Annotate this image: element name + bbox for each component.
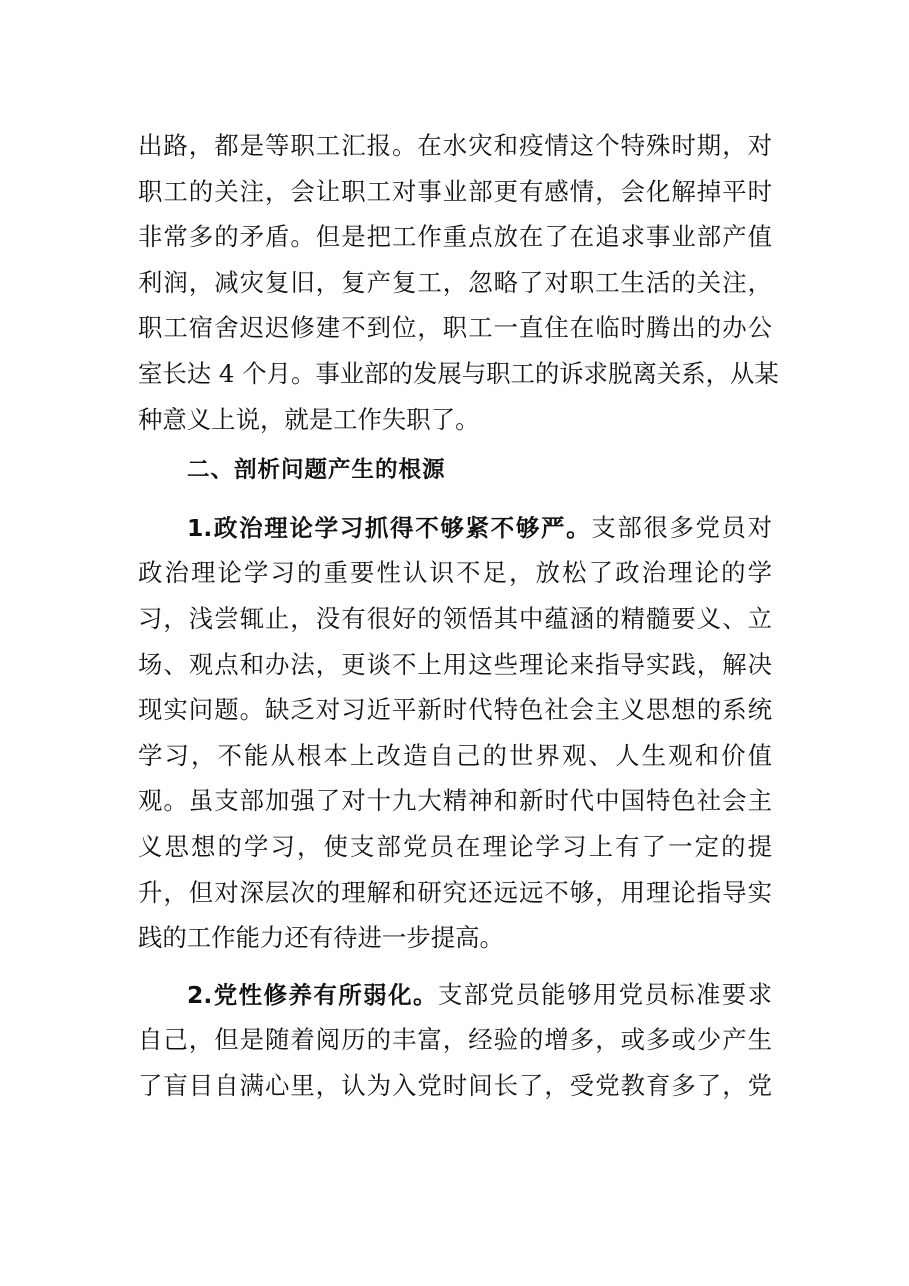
text-line: 自己，但是随着阅历的丰富，经验的增多，或多或少产生 [138, 1025, 772, 1055]
paragraph-first-line [138, 505, 772, 551]
text-line: 观。虽支部加强了对十九大精神和新时代中国特色社会主 [138, 786, 772, 816]
paragraph-party-spirit [138, 972, 772, 1109]
paragraph-lead: 1.政治理论学习抓得不够紧不够严。 [187, 513, 592, 542]
text-line: 升，但对深层次的理解和研究还远远不够，用理论指导实 [138, 877, 772, 907]
text-line: 非常多的矛盾。但是把工作重点放在了在追求事业部产值 [138, 222, 772, 252]
text-line: 践的工作能力还有待进一步提高。 [138, 923, 504, 953]
text-line: 义思想的学习，使支部党员在理论学习上有了一定的提 [138, 831, 772, 861]
paragraph-first-line [138, 972, 772, 1018]
paragraph-lead: 2.党性修养有所弱化。 [187, 980, 438, 1009]
text-line: 场、观点和办法，更谈不上用这些理论来指导实践，解决 [138, 649, 772, 679]
text-line: 室长达 4 个月。事业部的发展与职工的诉求脱离关系，从某 [138, 358, 779, 388]
text-line: 职工宿舍迟迟修建不到位，职工一直住在临时腾出的办公 [138, 313, 772, 343]
paragraph-political-theory [138, 505, 772, 961]
section-heading: 二、剖析问题产生的根源 [187, 457, 446, 484]
paragraph-continuation [138, 123, 779, 442]
text-line: 利润，减灾复旧，复产复工，忽略了对职工生活的关注， [138, 267, 772, 297]
paragraph-lead-rest: 支部党员能够用党员标准要求 [437, 979, 772, 1009]
text-line: 职工的关注，会让职工对事业部更有感情，会化解掉平时 [138, 176, 772, 206]
text-line: 习，浅尝辄止，没有很好的领悟其中蕴涵的精髓要义、立 [138, 603, 772, 633]
text-line: 出路，都是等职工汇报。在水灾和疫情这个特殊时期，对 [138, 131, 772, 160]
document-body [138, 123, 779, 1108]
text-line: 学习，不能从根本上改造自己的世界观、人生观和价值 [138, 740, 772, 770]
text-line: 了盲目自满心里，认为入党时间长了，受党教育多了，党 [138, 1070, 772, 1100]
text-line: 政治理论学习的重要性认识不足，放松了政治理论的学 [138, 558, 772, 588]
text-line: 现实问题。缺乏对习近平新时代特色社会主义思想的系统 [138, 695, 772, 725]
text-line: 种意义上说，就是工作失职了。 [138, 404, 480, 434]
paragraph-lead-rest: 支部很多党员对 [591, 512, 772, 542]
